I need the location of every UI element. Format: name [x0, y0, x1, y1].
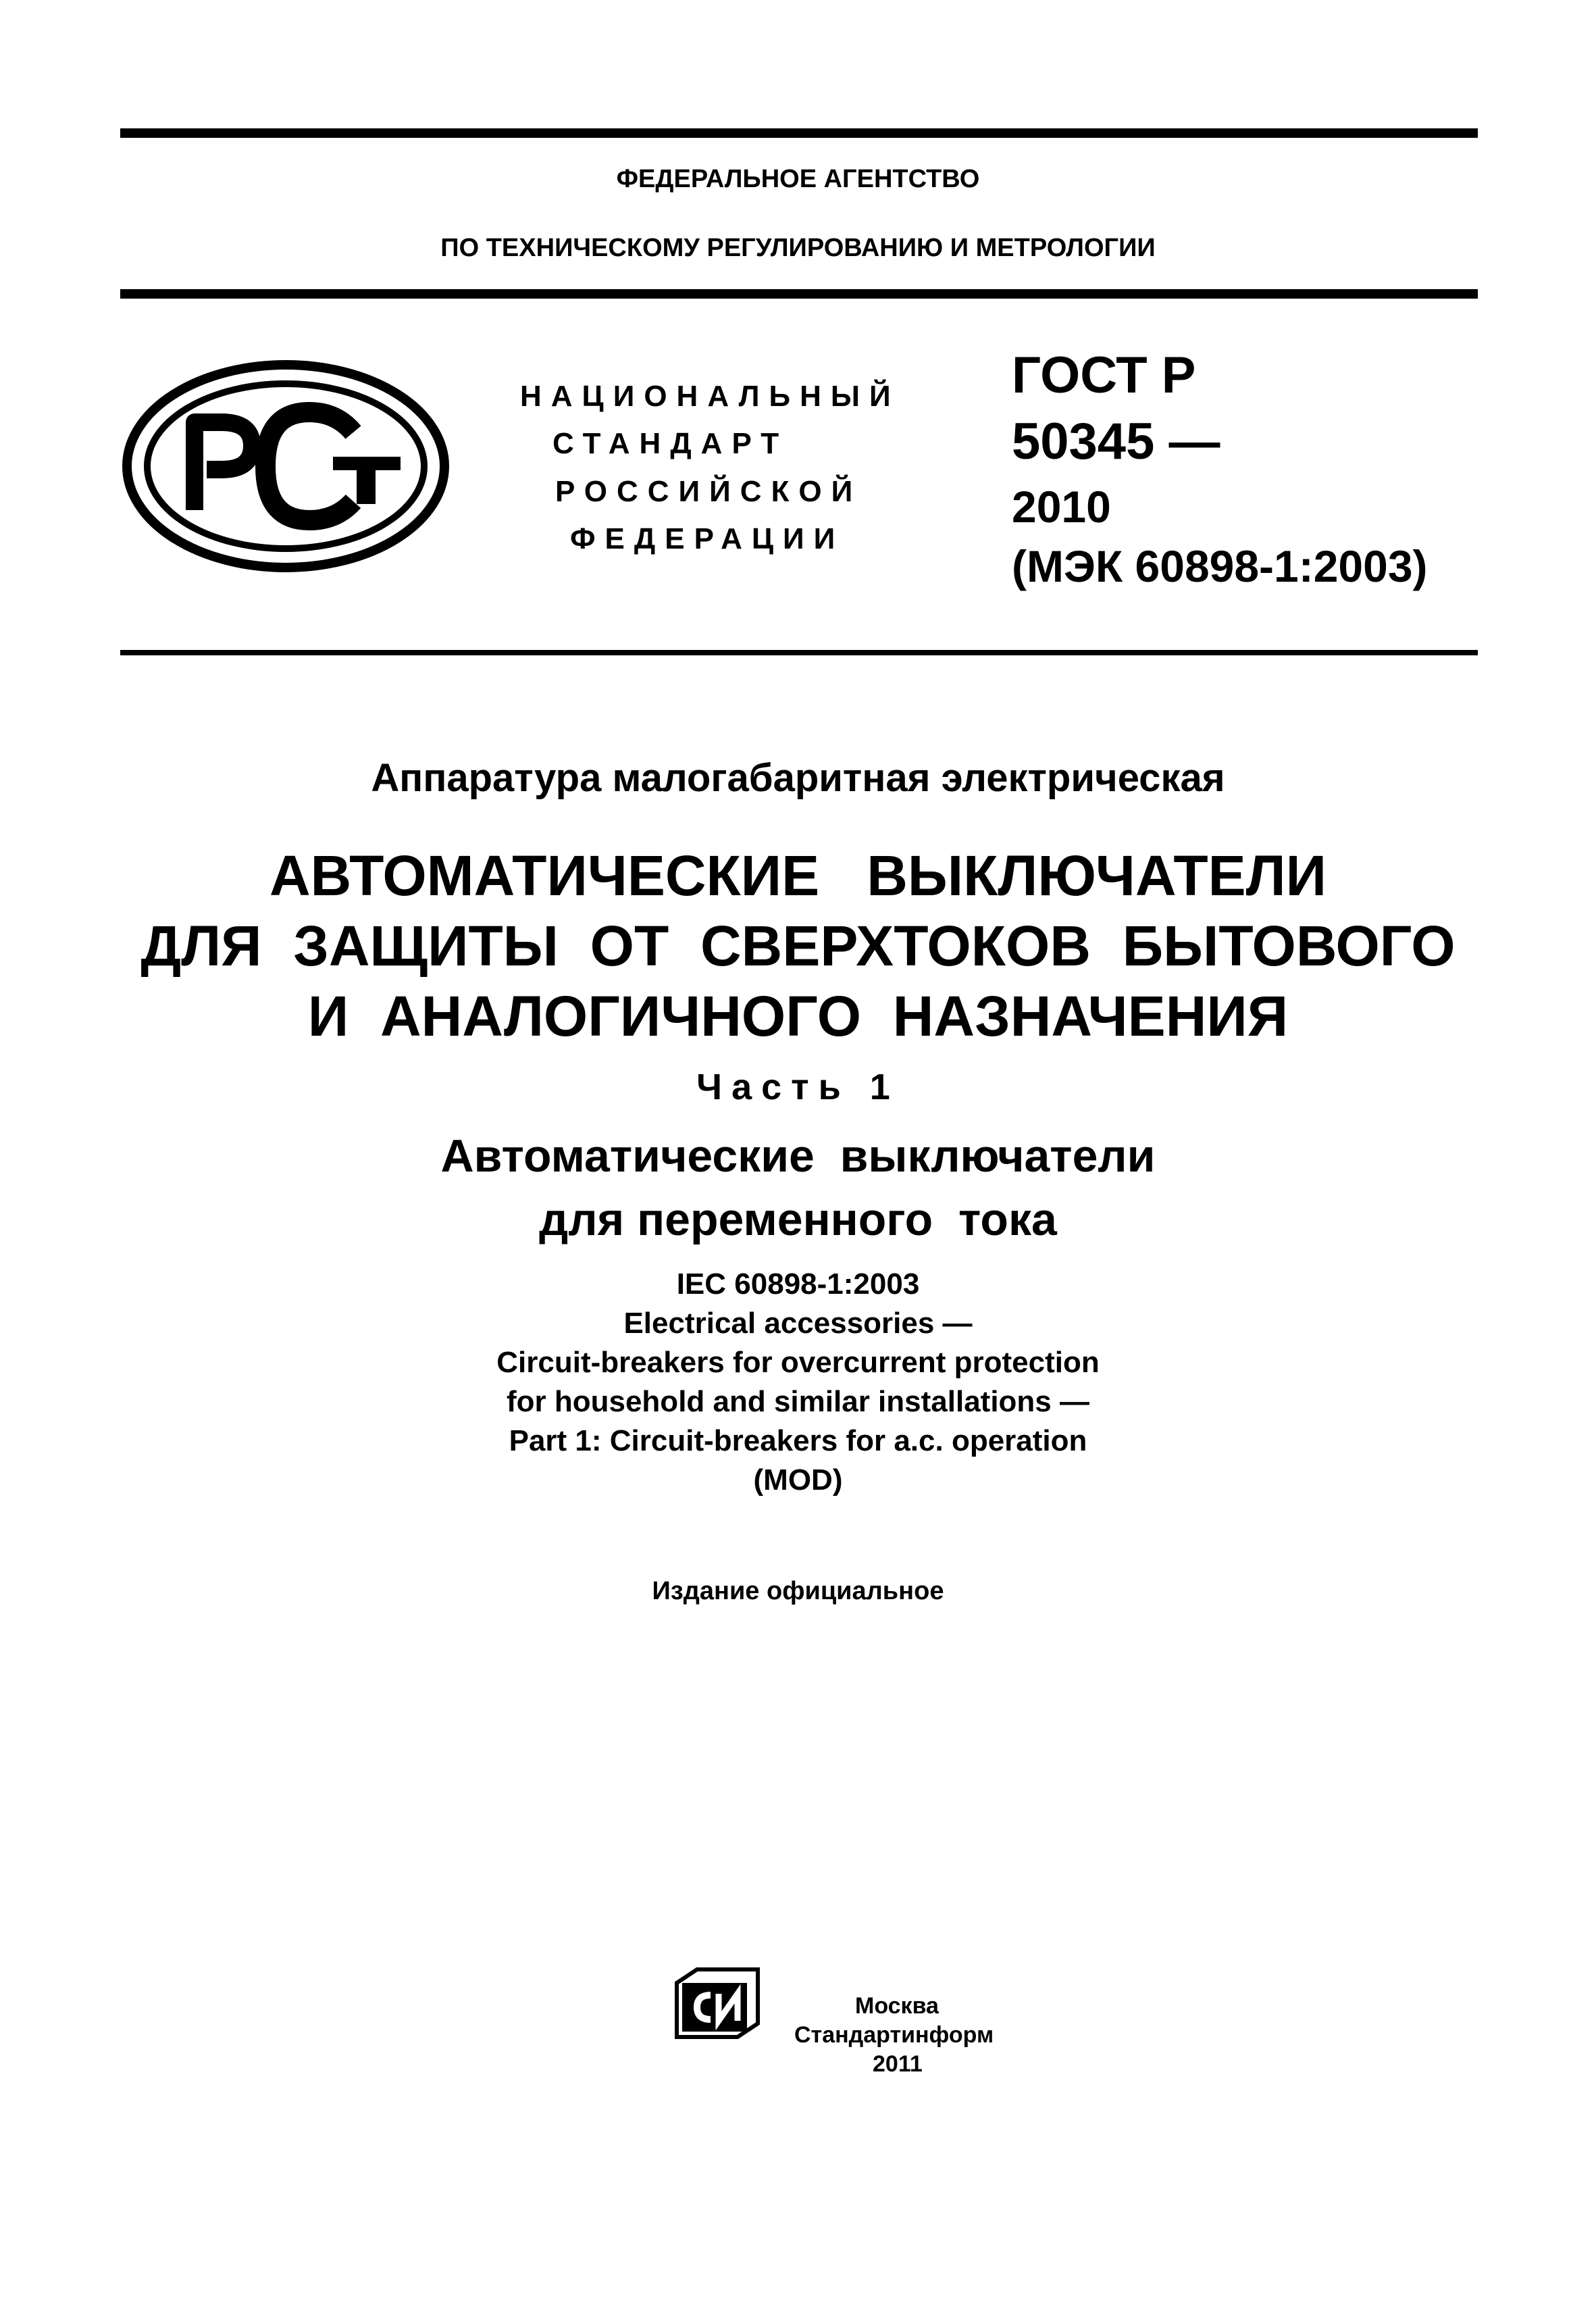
- iec-line-3: Circuit-breakers for overcurrent protection: [496, 1346, 1100, 1379]
- designation-bottom-rule: [120, 650, 1478, 655]
- iec-line-6: (MOD): [753, 1463, 843, 1496]
- top-rule: [120, 128, 1478, 138]
- standartinform-logo-svg: [670, 1963, 765, 2044]
- rst-logo-svg: [120, 358, 451, 574]
- subtitle: Аппаратура малогабаритная электрическая: [371, 756, 1225, 800]
- edition-label: Издание официальное: [652, 1577, 944, 1605]
- national-standard-line-1: НАЦИОНАЛЬНЫЙ: [520, 380, 900, 413]
- iec-line-1: IEC 60898-1:2003: [676, 1267, 920, 1301]
- part-number: Часть 1: [696, 1067, 900, 1107]
- standartinform-logo-icon: [670, 1963, 765, 2044]
- main-title-line-3: И АНАЛОГИЧНОГО НАЗНАЧЕНИЯ: [307, 984, 1289, 1048]
- national-standard-line-2: СТАНДАРТ: [552, 427, 789, 460]
- agency-line-2: ПО ТЕХНИЧЕСКОМУ РЕГУЛИРОВАНИЮ И МЕТРОЛОГИИ: [440, 234, 1156, 262]
- publisher-year: 2011: [873, 2051, 923, 2077]
- national-standard-line-4: ФЕДЕРАЦИИ: [570, 522, 845, 555]
- designation-line-4: (МЭК 60898-1:2003): [1012, 541, 1428, 591]
- iec-line-2: Electrical accessories —: [623, 1307, 973, 1340]
- publisher-name: Стандартинформ: [794, 2022, 994, 2048]
- part-title-line-2: для переменного тока: [539, 1194, 1057, 1245]
- national-standard-line-3: РОССИЙСКОЙ: [555, 475, 863, 508]
- designation-line-2: 50345 —: [1012, 413, 1220, 470]
- iec-line-5: Part 1: Circuit-breakers for a.c. operation: [509, 1424, 1087, 1457]
- main-title-line-1: АВТОМАТИЧЕСКИЕ ВЫКЛЮЧАТЕЛИ: [269, 844, 1327, 907]
- iec-line-4: for household and similar installations —: [506, 1385, 1089, 1418]
- rst-logo-icon: [120, 358, 451, 574]
- main-title-line-2: ДЛЯ ЗАЩИТЫ ОТ СВЕРХТОКОВ БЫТОВОГО: [140, 914, 1456, 978]
- agency-line-1: ФЕДЕРАЛЬНОЕ АГЕНТСТВО: [616, 165, 980, 193]
- part-title-line-1: Автоматические выключатели: [440, 1130, 1156, 1182]
- header-bottom-rule: [120, 289, 1478, 299]
- publisher-city: Москва: [855, 1993, 939, 2019]
- designation-line-3: 2010: [1012, 482, 1111, 532]
- designation-line-1: ГОСТ Р: [1012, 347, 1196, 404]
